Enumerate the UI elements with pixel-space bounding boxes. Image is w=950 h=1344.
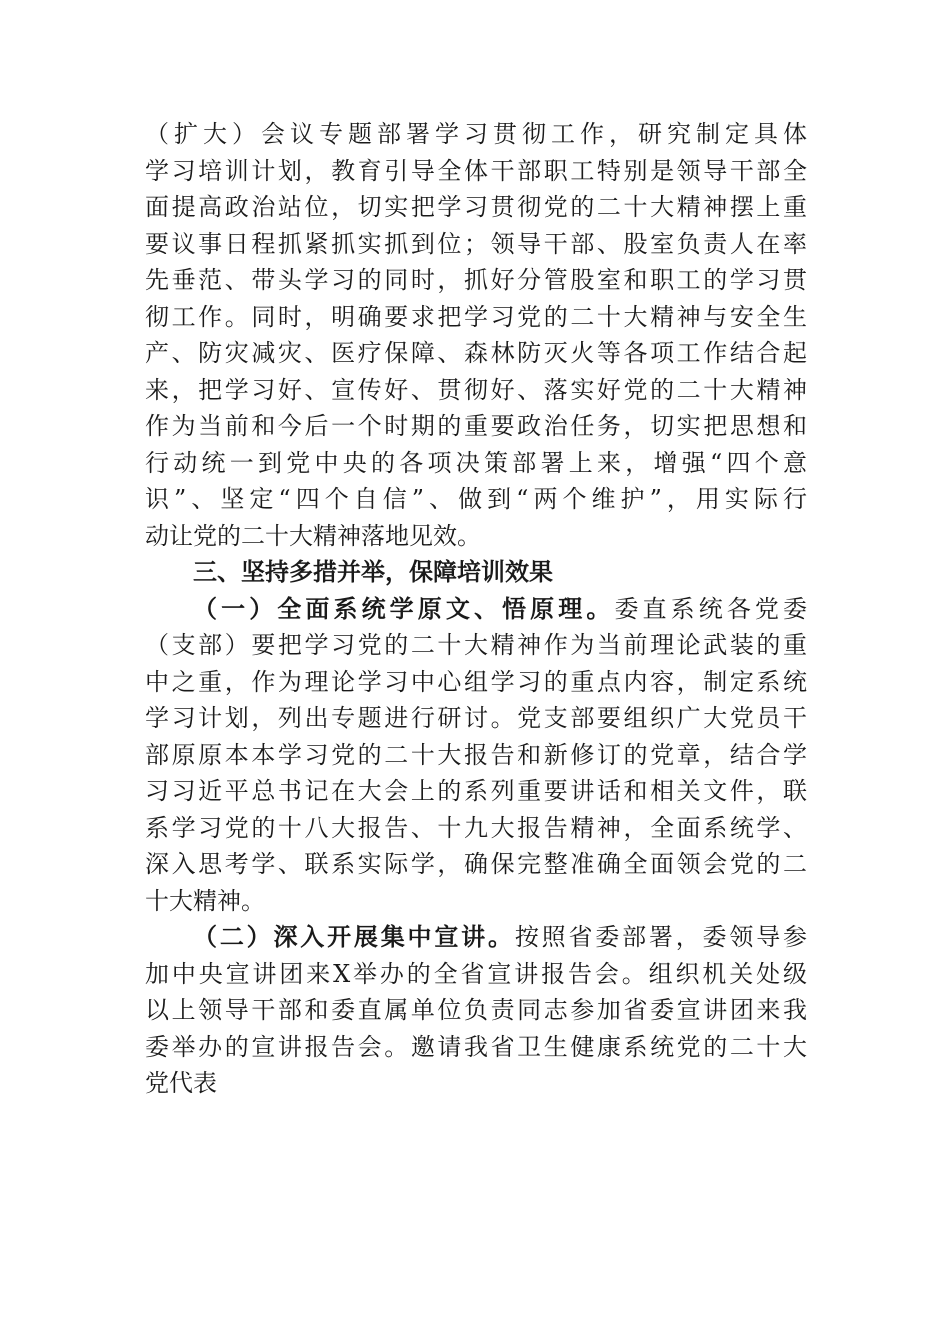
text-line: 来，把学习好、宣传好、贯彻好、落实好党的二十大精神 <box>145 375 807 404</box>
text-line: 党代表 <box>145 1069 217 1097</box>
text-line: 系学习党的十八大报告、十九大报告精神，全面系统学、 <box>145 813 807 842</box>
text-line: （支部）要把学习党的二十大精神作为当前理论武装的重 <box>145 631 807 659</box>
section-heading: 三、坚持多措并举，保障培训效果 <box>193 558 553 586</box>
text-line: 彻工作。同时，明确要求把学习党的二十大精神与安全生 <box>145 302 807 331</box>
section-item-1 <box>145 591 807 920</box>
text-line: 十大精神。 <box>145 886 265 915</box>
body-text <box>145 116 807 1102</box>
text-line: 行动统一到党中央的各项决策部署上来，增强“四个意 <box>145 448 807 477</box>
item-lead: （一）全面系统学原文、悟原理。 <box>193 594 615 623</box>
text-line: （扩大）会议专题部署学习贯彻工作，研究制定具体 <box>145 120 807 148</box>
text-line: 面提高政治站位，切实把学习贯彻党的二十大精神摆上重 <box>145 193 807 221</box>
text-line: 部原原本本学习党的二十大报告和新修订的党章，结合学 <box>145 740 807 769</box>
item-lead: （二）深入开展集中宣讲。 <box>193 923 515 951</box>
text-line: 产、防灾减灾、医疗保障、森林防灭火等各项工作结合起 <box>145 339 807 367</box>
item-first-line <box>145 591 807 628</box>
text-line: 要议事日程抓紧抓实抓到位；领导干部、股室负责人在率 <box>145 229 807 258</box>
text-line: 中之重，作为理论学习中心组学习的重点内容，制定系统 <box>145 667 807 696</box>
paragraph-1 <box>145 116 807 554</box>
item-lead-rest: 按照省委部署，委领导参 <box>514 923 808 951</box>
item-lead-rest: 委直系统各党委 <box>614 594 808 623</box>
text-line: 先垂范、带头学习的同时，抓好分管股室和职工的学习贯 <box>145 266 807 294</box>
text-line: 加中央宣讲团来X举办的全省宣讲报告会。组织机关处级 <box>145 959 807 988</box>
text-line: 委举办的宣讲报告会。邀请我省卫生健康系统党的二十大 <box>145 1032 807 1061</box>
text-line: 学习培训计划，教育引导全体干部职工特别是领导干部全 <box>145 156 807 185</box>
text-line: 深入思考学、联系实际学，确保完整准确全面领会党的二 <box>145 850 807 878</box>
text-line: 学习计划，列出专题进行研讨。党支部要组织广大党员干 <box>145 704 807 732</box>
text-line: 动让党的二十大精神落地见效。 <box>145 521 481 550</box>
section-item-2 <box>145 919 807 1102</box>
text-line: 以上领导干部和委直属单位负责同志参加省委宣讲团来我 <box>145 996 807 1024</box>
text-line: 作为当前和今后一个时期的重要政治任务，切实把思想和 <box>145 412 807 440</box>
item-first-line <box>145 919 807 956</box>
text-line: 识”、坚定“四个自信”、做到“两个维护”，用实际行 <box>145 485 807 513</box>
text-line: 习习近平总书记在大会上的系列重要讲话和相关文件，联 <box>145 777 807 805</box>
